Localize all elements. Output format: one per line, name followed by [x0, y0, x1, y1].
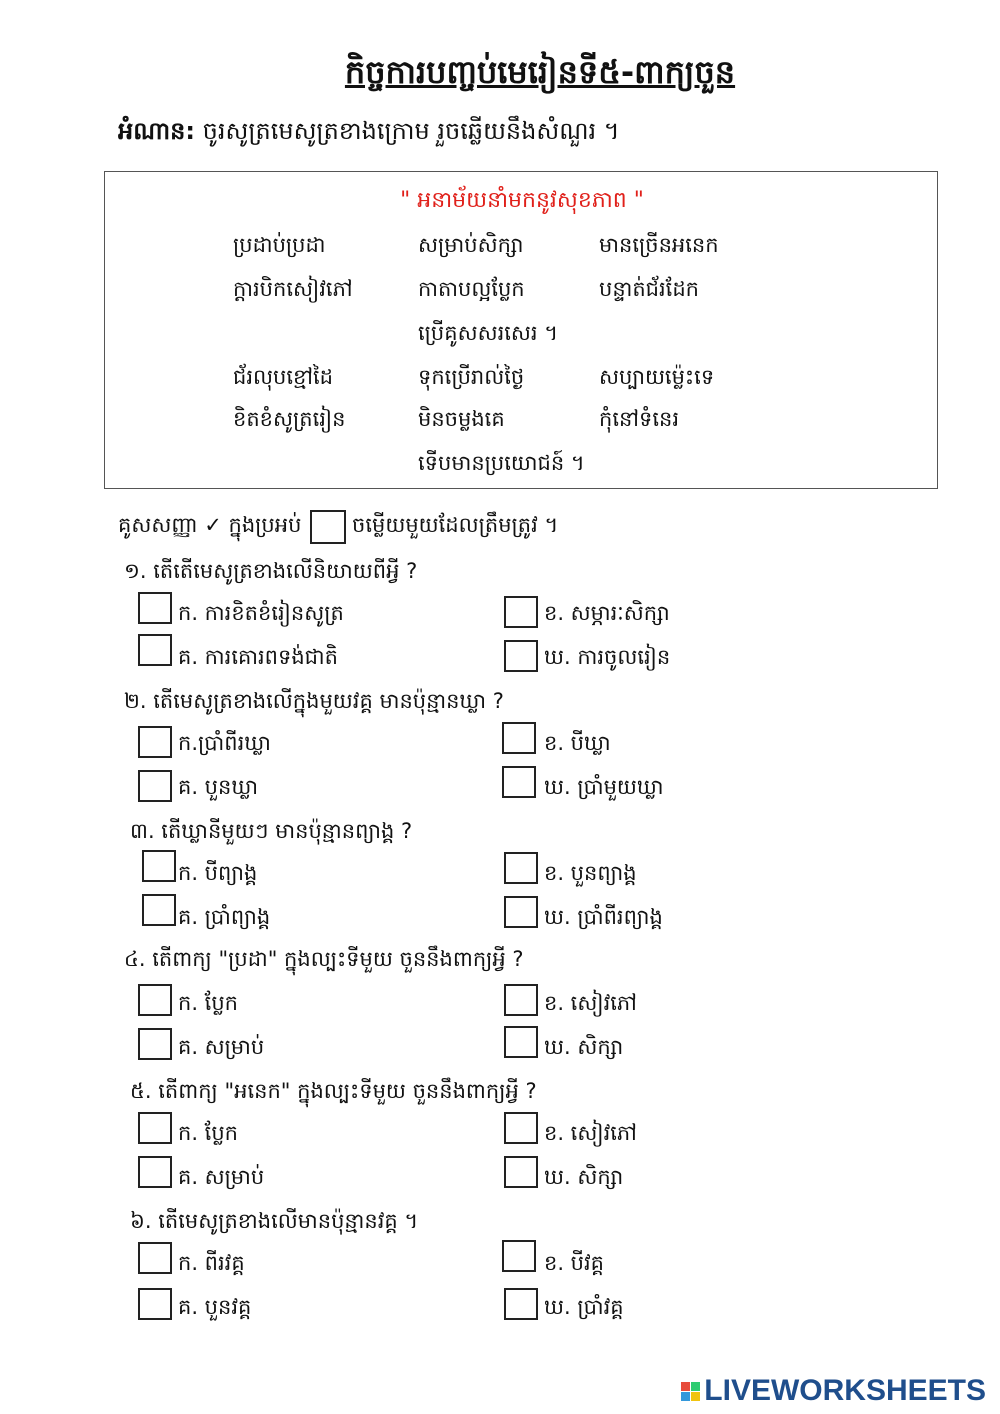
directive-before: គូសសញ្ញា ✓ ក្នុងប្រអប់: [118, 513, 302, 537]
option-q4-a: ក. ប្លែក: [178, 991, 239, 1015]
option-q1-a: ក. ការខិតខំរៀនសូត្រ: [178, 601, 344, 625]
sample-checkbox: [310, 510, 346, 544]
option-q4-c: គ. សម្រាប់: [178, 1035, 265, 1059]
checkbox-q5-a[interactable]: [138, 1112, 172, 1144]
instruction-text: ចូរសូត្រមេសូត្រខាងក្រោម រួចឆ្លើយនឹងសំណួរ ។: [202, 117, 620, 145]
option-q4-b: ខ. សៀវភៅ: [544, 991, 637, 1015]
checkbox-q6-a[interactable]: [138, 1242, 172, 1274]
poem-line: មិនចម្លងគេ: [418, 407, 505, 431]
liveworksheets-logo-icon: [681, 1382, 700, 1401]
poem-line: ក្ដារបិកសៀវភៅ: [233, 277, 353, 301]
question-6: ៦. តើមេសូត្រខាងលើមានប៉ុន្មានវគ្គ ។: [130, 1209, 419, 1233]
question-1: ១. តើតើមេសូត្រខាងលើនិយាយពីអ្វី ?: [124, 559, 418, 583]
checkbox-q6-c[interactable]: [138, 1288, 172, 1320]
liveworksheets-brand: [681, 1374, 986, 1408]
option-q6-a: ក. ពីរវគ្គ: [178, 1251, 245, 1275]
logo-tile: [681, 1382, 690, 1391]
option-q2-d: ឃ. ប្រាំមួយឃ្លា: [544, 775, 664, 799]
poem-line: ខិតខំសូត្ររៀន: [233, 407, 346, 431]
poem-box: [104, 171, 938, 489]
poem-line: សម្រាប់សិក្សា: [418, 233, 524, 257]
option-q3-a: ក. បីព្យាង្គ: [178, 861, 258, 885]
question-3: ៣. តើឃ្លានីមួយៗ មានប៉ុន្មានព្យាង្គ ?: [130, 819, 413, 843]
instruction-label: អំណាន:: [118, 117, 195, 145]
option-q5-d: ឃ. សិក្សា: [544, 1165, 624, 1189]
checkbox-q3-b[interactable]: [504, 852, 538, 884]
checkbox-q6-d[interactable]: [504, 1288, 538, 1320]
option-q5-a: ក. ប្លែក: [178, 1121, 239, 1145]
checkbox-q3-a[interactable]: [142, 850, 176, 882]
checkbox-q4-a[interactable]: [138, 984, 172, 1016]
option-q3-c: គ. ប្រាំព្យាង្គ: [178, 905, 271, 929]
checkbox-q4-d[interactable]: [504, 1026, 538, 1058]
question-5: ៥. តើពាក្យ "អនេក" ក្នុងល្បះទីមួយ ចួននឹងពាក្យអ្វី ?: [130, 1079, 537, 1103]
option-q5-c: គ. សម្រាប់: [178, 1165, 265, 1189]
checkbox-q1-d[interactable]: [504, 640, 538, 672]
poem-line: ទើបមានប្រយោជន៍ ។: [418, 451, 585, 475]
poem-line: ជ័រលុបខ្មៅដៃ: [233, 365, 333, 389]
checkbox-q1-a[interactable]: [138, 592, 172, 624]
poem-title: " អនាម័យនាំមកនូវសុខភាព ": [400, 188, 644, 213]
option-q5-b: ខ. សៀវភៅ: [544, 1121, 637, 1145]
checkbox-q2-a[interactable]: [138, 726, 172, 758]
poem-line: ប្រើគូសសរសេរ ។: [418, 321, 559, 345]
option-q3-d: ឃ. ប្រាំពីរព្យាង្គ: [544, 905, 663, 929]
option-q2-a: ក.ប្រាំពីរឃ្លា: [178, 731, 271, 755]
option-q4-d: ឃ. សិក្សា: [544, 1035, 624, 1059]
poem-line: កាតាបល្អប្លែក: [418, 277, 525, 301]
poem-line: មានច្រើនអនេក: [599, 233, 719, 257]
option-q1-c: គ. ការគោរពទង់ជាតិ: [178, 645, 338, 669]
page-title-text: កិច្ចការបញ្ចប់មេរៀនទី៥-ពាក្យចួន: [344, 53, 736, 91]
option-q1-b: ខ. សម្ភារៈសិក្សា: [544, 601, 670, 625]
option-q6-b: ខ. បីវគ្គ: [544, 1251, 605, 1275]
checkbox-q2-b[interactable]: [502, 722, 536, 754]
poem-line: សប្បាយម្ល៉េះទេ: [599, 365, 715, 389]
directive-after: ចម្លើយមួយដែលត្រឹមត្រូវ ។: [352, 513, 559, 537]
checkbox-q5-c[interactable]: [138, 1156, 172, 1188]
option-q6-c: គ. បួនវគ្គ: [178, 1295, 252, 1319]
logo-tile: [691, 1392, 700, 1401]
checkbox-q1-c[interactable]: [138, 634, 172, 666]
option-q6-d: ឃ. ប្រាំវគ្គ: [544, 1295, 624, 1319]
instruction: [118, 116, 620, 151]
option-q1-d: ឃ. ការចូលរៀន: [544, 645, 671, 669]
logo-tile: [681, 1392, 690, 1401]
checkbox-q3-d[interactable]: [504, 896, 538, 928]
brand-text: LIVEWORKSHEETS: [704, 1374, 986, 1407]
poem-line: បន្ទាត់ជ័រដែក: [599, 277, 699, 301]
checkbox-q1-b[interactable]: [504, 596, 538, 628]
checkbox-q4-c[interactable]: [138, 1028, 172, 1060]
poem-line: ប្រដាប់ប្រដា: [233, 233, 326, 257]
option-q3-b: ខ. បួនព្យាង្គ: [544, 861, 637, 885]
checkbox-q5-b[interactable]: [504, 1112, 538, 1144]
poem-line: កុំនៅទំនេរ: [599, 407, 679, 431]
checkbox-q4-b[interactable]: [504, 984, 538, 1016]
checkbox-q5-d[interactable]: [504, 1156, 538, 1188]
poem-line: ទុកប្រើរាល់ថ្ងៃ: [418, 365, 525, 389]
option-q2-b: ខ. បីឃ្លា: [544, 731, 611, 755]
checkbox-q2-d[interactable]: [502, 766, 536, 798]
checkbox-q2-c[interactable]: [138, 770, 172, 802]
question-4: ៤. តើពាក្យ "ប្រដា" ក្នុងល្បះទីមួយ ចួននឹងពាក្យអ្វី ?: [124, 947, 524, 971]
checkbox-q6-b[interactable]: [502, 1240, 536, 1272]
question-2: ២. តើមេសូត្រខាងលើក្នុងមួយវគ្គ មានប៉ុន្មានឃ្លា ?: [124, 689, 504, 713]
checkbox-q3-c[interactable]: [142, 894, 176, 926]
option-q2-c: គ. បួនឃ្លា: [178, 775, 259, 799]
page-title: [0, 52, 1000, 99]
logo-tile: [691, 1382, 700, 1391]
